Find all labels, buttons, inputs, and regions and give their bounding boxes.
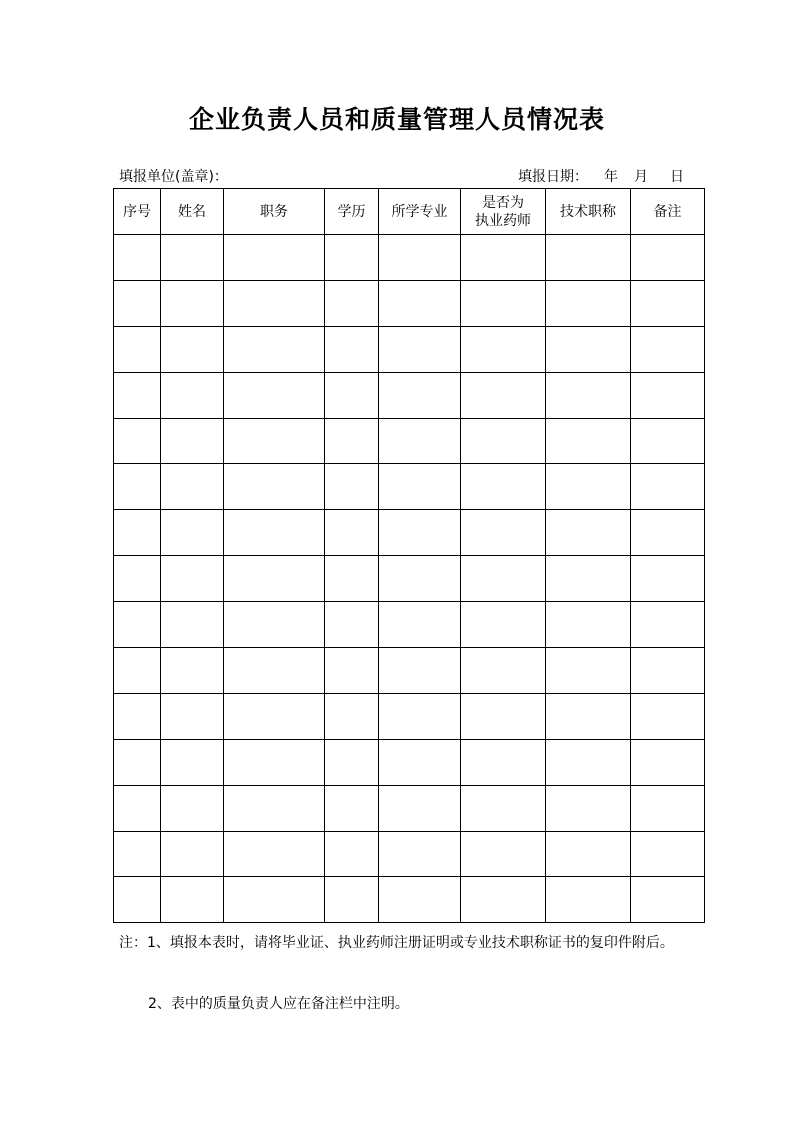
table-cell[interactable] xyxy=(461,464,546,510)
table-cell[interactable] xyxy=(631,693,705,739)
table-cell[interactable] xyxy=(325,464,379,510)
table-cell[interactable] xyxy=(546,556,631,602)
table-cell[interactable] xyxy=(631,556,705,602)
table-cell[interactable] xyxy=(325,648,379,694)
table-cell[interactable] xyxy=(461,785,546,831)
table-row xyxy=(114,418,705,464)
table-cell[interactable] xyxy=(379,648,461,694)
staff-table xyxy=(113,188,705,923)
reporting-date xyxy=(518,166,686,186)
table-cell[interactable] xyxy=(161,464,224,510)
table-cell[interactable] xyxy=(379,372,461,418)
table-cell[interactable] xyxy=(379,693,461,739)
table-cell[interactable] xyxy=(224,831,325,877)
date-year-label: 年 xyxy=(604,169,618,185)
table-cell[interactable] xyxy=(224,785,325,831)
table-cell[interactable] xyxy=(631,602,705,648)
header-remarks: 备注 xyxy=(631,189,705,235)
header-education: 学历 xyxy=(325,189,379,235)
reporting-unit-label: 填报单位(盖章)： xyxy=(119,169,228,185)
table-cell[interactable] xyxy=(114,372,161,418)
table-cell[interactable] xyxy=(631,280,705,326)
table-cell[interactable] xyxy=(461,235,546,281)
table-cell[interactable] xyxy=(224,739,325,785)
table-cell[interactable] xyxy=(114,280,161,326)
reporting-date-label: 填报日期： xyxy=(518,169,588,185)
table-row xyxy=(114,556,705,602)
table-cell[interactable] xyxy=(114,831,161,877)
table-cell[interactable] xyxy=(224,510,325,556)
table-cell[interactable] xyxy=(461,556,546,602)
table-cell[interactable] xyxy=(379,326,461,372)
note-2: 2、表中的质量负责人应在备注栏中注明。 xyxy=(148,996,409,1012)
table-cell[interactable] xyxy=(461,602,546,648)
table-cell[interactable] xyxy=(379,831,461,877)
table-cell[interactable] xyxy=(161,831,224,877)
header-major: 所学专业 xyxy=(379,189,461,235)
table-cell[interactable] xyxy=(546,510,631,556)
table-cell[interactable] xyxy=(114,877,161,923)
date-day-label: 日 xyxy=(670,169,684,185)
table-cell[interactable] xyxy=(161,739,224,785)
table-cell[interactable] xyxy=(224,602,325,648)
date-month-label: 月 xyxy=(634,169,648,185)
table-cell[interactable] xyxy=(325,280,379,326)
table-cell[interactable] xyxy=(379,464,461,510)
table-cell[interactable] xyxy=(325,693,379,739)
table-cell[interactable] xyxy=(325,372,379,418)
table-cell[interactable] xyxy=(161,326,224,372)
table-cell[interactable] xyxy=(161,785,224,831)
table-cell[interactable] xyxy=(325,556,379,602)
header-licensed-pharmacist: 是否为 执业药师 xyxy=(461,189,546,235)
table-cell[interactable] xyxy=(546,280,631,326)
table-cell[interactable] xyxy=(461,693,546,739)
table-cell[interactable] xyxy=(631,648,705,694)
table-cell[interactable] xyxy=(631,785,705,831)
table-cell[interactable] xyxy=(325,326,379,372)
table-cell[interactable] xyxy=(224,326,325,372)
table-cell[interactable] xyxy=(546,372,631,418)
table-cell[interactable] xyxy=(631,418,705,464)
table-row xyxy=(114,648,705,694)
table-cell[interactable] xyxy=(379,739,461,785)
table-cell[interactable] xyxy=(461,418,546,464)
table-cell[interactable] xyxy=(631,831,705,877)
table-cell[interactable] xyxy=(224,877,325,923)
table-cell[interactable] xyxy=(461,280,546,326)
table-cell[interactable] xyxy=(631,235,705,281)
table-cell[interactable] xyxy=(631,372,705,418)
table-cell[interactable] xyxy=(325,510,379,556)
header-technical-title: 技术职称 xyxy=(546,189,631,235)
table-row xyxy=(114,372,705,418)
table-cell[interactable] xyxy=(224,693,325,739)
table-cell[interactable] xyxy=(379,877,461,923)
table-cell[interactable] xyxy=(631,464,705,510)
table-cell[interactable] xyxy=(325,739,379,785)
table-cell[interactable] xyxy=(161,693,224,739)
table-row xyxy=(114,464,705,510)
table-cell[interactable] xyxy=(114,602,161,648)
table-cell[interactable] xyxy=(379,510,461,556)
table-row xyxy=(114,693,705,739)
table-row xyxy=(114,831,705,877)
table-row xyxy=(114,877,705,923)
table-row xyxy=(114,602,705,648)
table-cell[interactable] xyxy=(631,739,705,785)
table-cell[interactable] xyxy=(379,785,461,831)
table-cell[interactable] xyxy=(114,785,161,831)
table-cell[interactable] xyxy=(461,648,546,694)
table-cell[interactable] xyxy=(325,831,379,877)
table-cell[interactable] xyxy=(161,418,224,464)
table-cell[interactable] xyxy=(546,464,631,510)
table-cell[interactable] xyxy=(546,693,631,739)
table-cell[interactable] xyxy=(379,235,461,281)
table-cell[interactable] xyxy=(161,648,224,694)
table-cell[interactable] xyxy=(461,510,546,556)
table-cell[interactable] xyxy=(546,326,631,372)
table-cell[interactable] xyxy=(224,235,325,281)
table-cell[interactable] xyxy=(325,235,379,281)
table-cell[interactable] xyxy=(114,556,161,602)
table-cell[interactable] xyxy=(325,877,379,923)
table-cell[interactable] xyxy=(379,602,461,648)
table-cell[interactable] xyxy=(325,602,379,648)
header-seq: 序号 xyxy=(114,189,161,235)
table-cell[interactable] xyxy=(161,556,224,602)
table-cell[interactable] xyxy=(161,602,224,648)
table-cell[interactable] xyxy=(631,326,705,372)
table-header-row xyxy=(114,189,705,235)
table-cell[interactable] xyxy=(461,877,546,923)
note-1: 注：1、填报本表时，请将毕业证、执业药师注册证明或专业技术职称证书的复印件附后。 xyxy=(119,935,674,951)
table-cell[interactable] xyxy=(461,739,546,785)
table-cell[interactable] xyxy=(161,510,224,556)
table-cell[interactable] xyxy=(224,280,325,326)
table-cell[interactable] xyxy=(546,785,631,831)
table-cell[interactable] xyxy=(546,831,631,877)
table-cell[interactable] xyxy=(224,648,325,694)
table-cell[interactable] xyxy=(546,235,631,281)
table-cell[interactable] xyxy=(114,693,161,739)
table-cell[interactable] xyxy=(325,785,379,831)
table-cell[interactable] xyxy=(461,831,546,877)
table-cell[interactable] xyxy=(114,326,161,372)
header-name: 姓名 xyxy=(161,189,224,235)
table-cell[interactable] xyxy=(546,602,631,648)
table-cell[interactable] xyxy=(114,648,161,694)
table-row xyxy=(114,739,705,785)
table-cell[interactable] xyxy=(114,464,161,510)
table-cell[interactable] xyxy=(161,372,224,418)
table-cell[interactable] xyxy=(546,877,631,923)
table-row xyxy=(114,280,705,326)
table-cell[interactable] xyxy=(224,418,325,464)
table-cell[interactable] xyxy=(631,877,705,923)
table-cell[interactable] xyxy=(114,739,161,785)
table-row xyxy=(114,785,705,831)
table-cell[interactable] xyxy=(161,280,224,326)
table-cell[interactable] xyxy=(161,235,224,281)
table-cell[interactable] xyxy=(114,418,161,464)
table-cell[interactable] xyxy=(631,510,705,556)
table-cell[interactable] xyxy=(379,418,461,464)
table-cell[interactable] xyxy=(325,418,379,464)
table-cell[interactable] xyxy=(379,280,461,326)
table-cell[interactable] xyxy=(224,556,325,602)
table-cell[interactable] xyxy=(114,510,161,556)
header-position: 职务 xyxy=(224,189,325,235)
table-cell[interactable] xyxy=(114,235,161,281)
table-cell[interactable] xyxy=(224,464,325,510)
table-cell[interactable] xyxy=(161,877,224,923)
table-cell[interactable] xyxy=(379,556,461,602)
document-title: 企业负责人员和质量管理人员情况表 xyxy=(188,105,605,134)
table-cell[interactable] xyxy=(461,372,546,418)
table-cell[interactable] xyxy=(546,418,631,464)
table-cell[interactable] xyxy=(461,326,546,372)
table-cell[interactable] xyxy=(546,739,631,785)
table-row xyxy=(114,326,705,372)
table-cell[interactable] xyxy=(546,648,631,694)
table-row xyxy=(114,510,705,556)
table-row xyxy=(114,235,705,281)
table-cell[interactable] xyxy=(224,372,325,418)
